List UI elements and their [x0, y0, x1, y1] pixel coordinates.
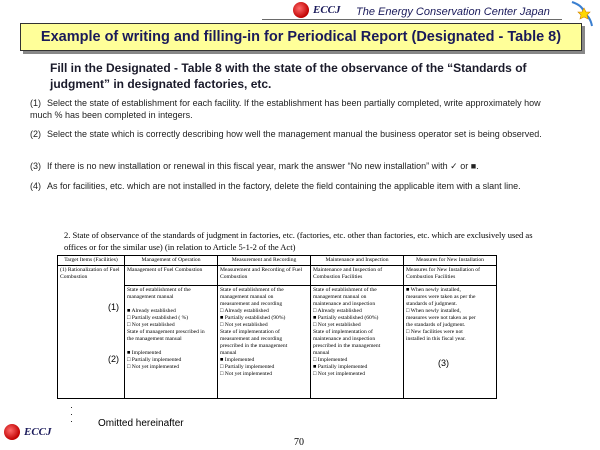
target-item-cell [58, 266, 125, 399]
cell-line: manual [313, 350, 330, 357]
cell-line: maintenance and inspection [313, 301, 376, 308]
header-maintenance-and-inspection: Maintenance and Inspection [311, 256, 404, 266]
cell-line: standards of judgment. [406, 301, 458, 308]
checkbox-option: □ Not yet implemented [220, 371, 273, 378]
checkbox-option: □ Not yet established [220, 322, 268, 329]
form-caption: 2. State of observance of the standards of judgment in factories, etc. (factories, etc. other than factories, etc. which are exclusively used as offices or for the similar use) (in relation to Article 5-1-2 of the Act) [64, 230, 533, 252]
cell-line: management manual on [220, 294, 274, 301]
instruction-number: (3) [30, 161, 41, 171]
cell-line: management manual on [313, 294, 367, 301]
cell-line: installed in this fiscal year. [406, 336, 466, 343]
callout-label-2: (2) [108, 354, 119, 364]
eccj-logo-icon [4, 424, 20, 440]
header-brand: ECCJ [313, 4, 341, 16]
cell-line: State of establishment of the [220, 287, 284, 294]
checkbox-option: ■ Implemented [127, 350, 162, 357]
instruction-1 [30, 97, 560, 121]
ellipsis-dots: · · · [70, 402, 73, 426]
header-measures-for-new-installation: Measures for New Installation [404, 256, 497, 266]
instruction-3 [30, 160, 590, 172]
subheader-fuel-combustion: Management of Fuel Combustion [125, 266, 218, 286]
subheader-new-installation: Measures for New Installation of Combustion Facilities [404, 266, 497, 286]
cell-line: State of management prescribed in [127, 329, 205, 336]
intro-text: Fill in the Designated - Table 8 with the state of the observance of the “Standards of judgment” in designated factories, etc. [50, 61, 527, 91]
cell-line: State of implementation of [313, 329, 373, 336]
cell-line: measurement and recording [220, 301, 283, 308]
omitted-note: Omitted hereinafter [98, 418, 184, 429]
instruction-text: Select the state of establishment for each facility. If the establishment has been partially completed, write approximately how much % has been completed in integers. [30, 98, 541, 120]
footer-logo [4, 424, 52, 440]
cell-line: State of establishment of the [127, 287, 191, 294]
observance-form-table [57, 255, 497, 399]
cell-line: prescribed in the management [220, 343, 288, 350]
checkbox-option: ■ Partially implemented [313, 364, 368, 371]
col-measurement-cell [218, 286, 311, 399]
eccj-logo-icon [293, 2, 309, 18]
header-target-items: Target Items (Facilities) [58, 256, 125, 266]
instruction-number: (4) [30, 181, 41, 191]
instruction-text: As for facilities, etc. which are not installed in the factory, delete the field containing the applicable item with a slant line. [47, 181, 521, 191]
cell-line: State of establishment of the [313, 287, 377, 294]
checkbox-option: ■ Partially established (90%) [220, 315, 286, 322]
checkbox-option: □ When newly installed, [406, 308, 461, 315]
checkbox-option: ■ Implemented [220, 357, 255, 364]
checkbox-option: □ Partially implemented [127, 357, 182, 364]
header-organization: The Energy Conservation Center Japan [356, 6, 550, 18]
cell-line: the management manual [127, 336, 182, 343]
cell-line: measures were taken as per the [406, 294, 476, 301]
checkbox-option: □ Not yet established [127, 322, 175, 329]
cell-line: management manual [127, 294, 174, 301]
instruction-text: If there is no new installation or renewal in this fiscal year, mark the answer “No new installation” with ✓ or ■. [47, 161, 479, 171]
checkbox-option: ■ Partially established (60%) [313, 315, 379, 322]
header-rule [262, 19, 562, 20]
cell-line: the standards of judgment. [406, 322, 466, 329]
instruction-2 [30, 128, 560, 140]
callout-label-1: (1) [108, 302, 119, 312]
callout-label-3: (3) [438, 358, 449, 369]
checkbox-option: □ Partially established ( %) [127, 315, 189, 322]
checkbox-option: □ Not yet implemented [127, 364, 180, 371]
header-management-of-operation: Management of Operation [125, 256, 218, 266]
cell-line [127, 301, 215, 308]
checkbox-option: □ Not yet established [313, 322, 361, 329]
cell-line: manual [220, 350, 237, 357]
checkbox-option: □ Implemented [313, 357, 348, 364]
checkbox-option: □ Already established [313, 308, 362, 315]
instruction-number: (2) [30, 129, 41, 139]
instruction-4 [30, 180, 560, 192]
checkbox-option: ■ Already established [127, 308, 176, 315]
subheader-maintenance-inspection: Maintenance and Inspection of Combustion Facilities [311, 266, 404, 286]
header-measurement-and-recording: Measurement and Recording [218, 256, 311, 266]
cell-line: measurement and recording [220, 336, 283, 343]
checkbox-option: □ Already established [220, 308, 269, 315]
target-item-label: (1) Rationalization of Fuel Combustion [60, 267, 120, 280]
cell-line: State of implementation of [220, 329, 280, 336]
instruction-text: Select the state which is correctly describing how well the management manual the business operator set is being observed. [47, 129, 542, 139]
checkbox-option: □ New facilities were not [406, 329, 463, 336]
col-new-installation-cell [404, 286, 497, 399]
cell-line [127, 343, 215, 350]
cell-line: maintenance and inspection [313, 336, 376, 343]
page-number: 70 [294, 437, 304, 448]
checkbox-option: ■ When newly installed, [406, 287, 461, 294]
cell-line: measures were not taken as per [406, 315, 476, 322]
instruction-number: (1) [30, 98, 41, 108]
header-logo [293, 2, 341, 18]
cell-line: prescribed in the management [313, 343, 381, 350]
subheader-measurement-recording: Measurement and Recording of Fuel Combustion [218, 266, 311, 286]
slide-title: Example of writing and filling-in for Periodical Report (Designated - Table 8) [20, 23, 582, 51]
checkbox-option: □ Not yet implemented [313, 371, 366, 378]
checkbox-option: □ Partially implemented [220, 364, 275, 371]
footer-brand: ECCJ [24, 426, 52, 438]
col-management-cell [125, 286, 218, 399]
col-maintenance-cell [311, 286, 404, 399]
